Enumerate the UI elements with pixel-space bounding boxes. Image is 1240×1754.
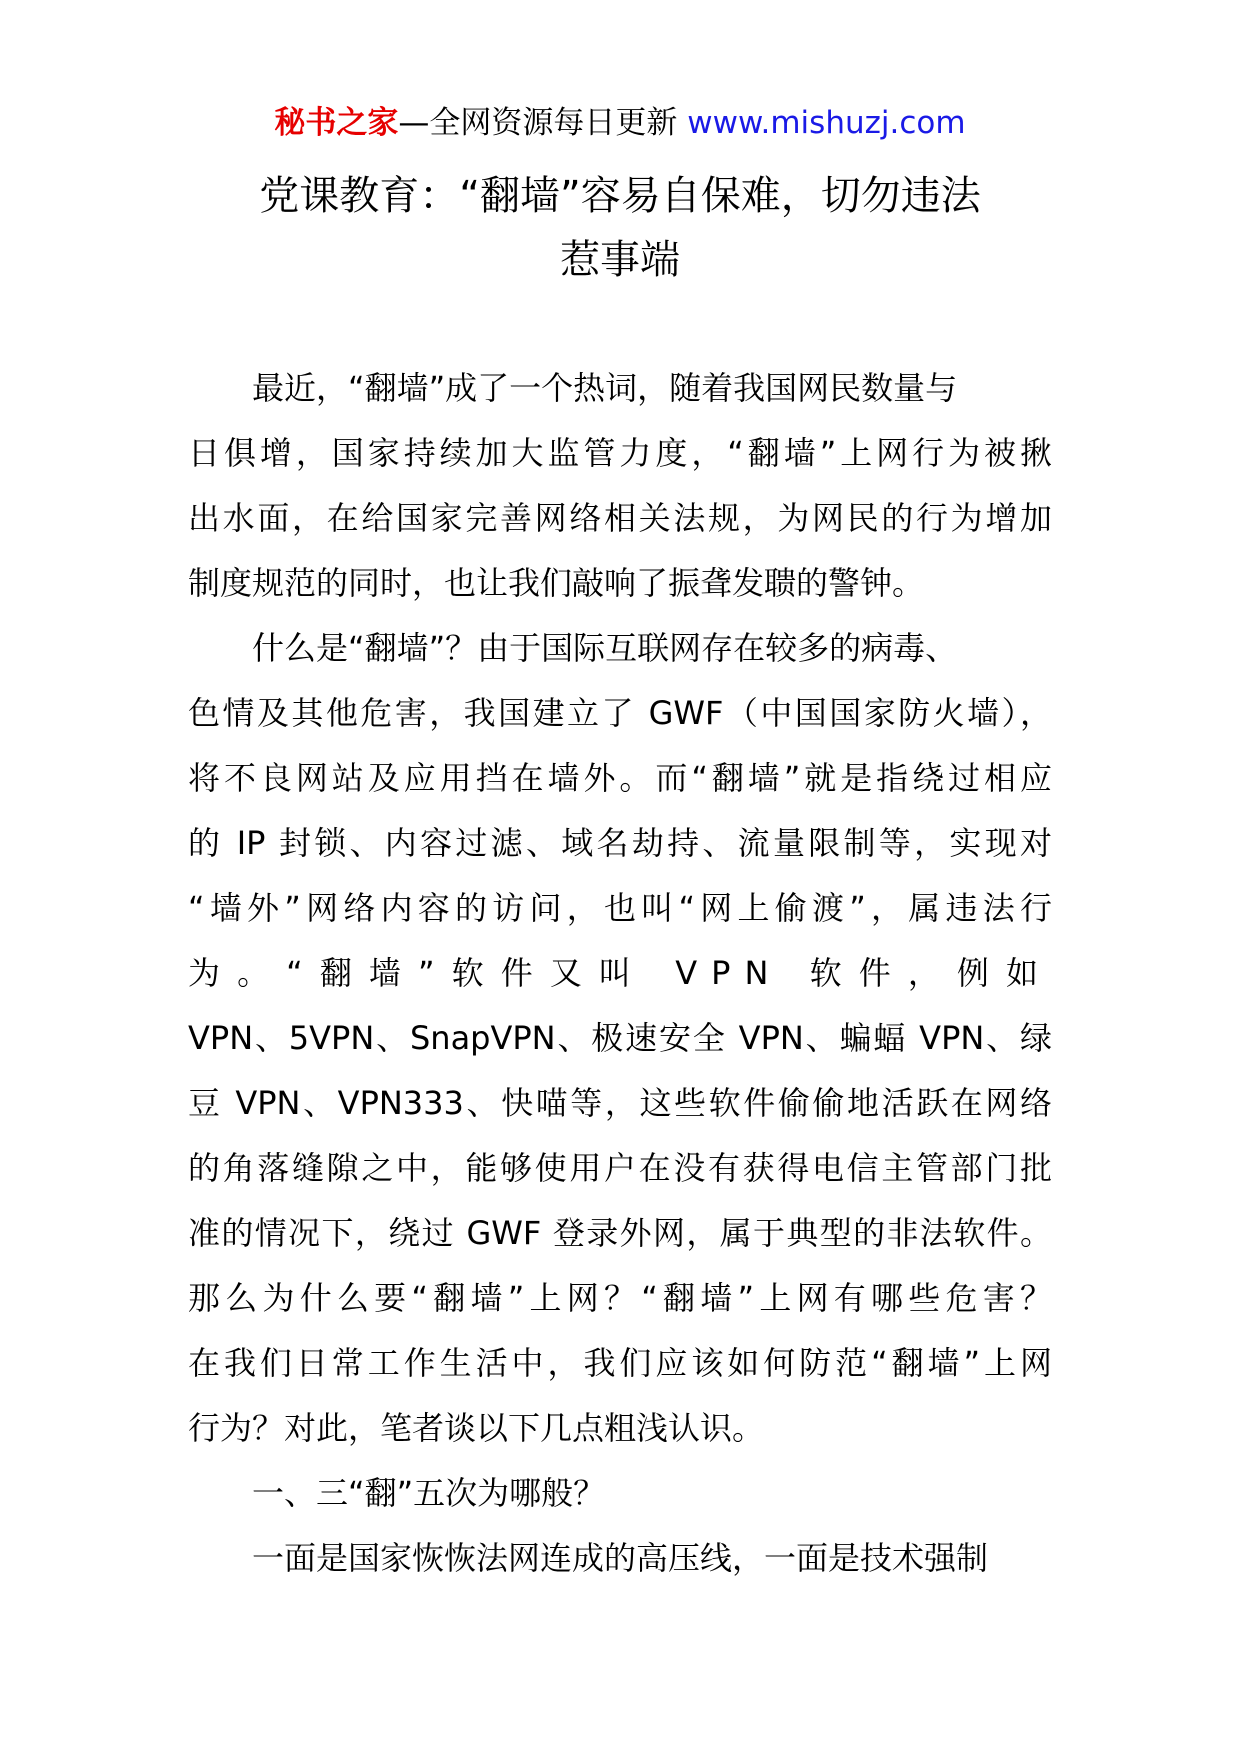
brand-name: 秘书之家	[274, 105, 399, 141]
title-line-1: 党课教育：“翻墙”容易自保难，切勿违法	[259, 173, 981, 219]
paragraph-1-line-4: 制度规范的同时，也让我们敲响了振聋发聩的警钟。	[188, 564, 925, 602]
paragraph-3-line-1: 一面是国家恢恢法网连成的高压线，一面是技术强制	[252, 1539, 989, 1577]
paragraph-2-line-9: 的角落缝隙之中，能够使用户在没有获得电信主管部门批	[188, 1149, 1052, 1187]
site-header	[0, 103, 1240, 143]
section-heading-1: 一、三“翻”五次为哪般？	[252, 1474, 606, 1512]
paragraph-2-line-1: 什么是“翻墙”？由于国际互联网存在较多的病毒、	[252, 629, 958, 667]
header-tagline: —全网资源每日更新	[398, 105, 678, 141]
paragraph-2-line-4: 的 IP 封锁、内容过滤、域名劫持、流量限制等，实现对	[188, 824, 1052, 862]
site-url-link[interactable]: www.mishuzj.com	[687, 105, 966, 141]
paragraph-2-line-11: 那么为什么要“翻墙”上网？“翻墙”上网有哪些危害？	[188, 1279, 1052, 1317]
paragraph-2-line-2: 色情及其他危害，我国建立了 GWF（中国国家防火墙），	[188, 694, 1052, 732]
paragraph-2-line-3: 将不良网站及应用挡在墙外。而“翻墙”就是指绕过相应	[188, 759, 1052, 797]
paragraph-2-line-6: 为。“翻墙”软件又叫 VPN 软件，例如	[188, 954, 1052, 992]
document-title	[0, 164, 1240, 292]
paragraph-2-line-8: 豆 VPN、VPN333、快喵等，这些软件偷偷地活跃在网络	[188, 1084, 1052, 1122]
title-line-2: 惹事端	[560, 237, 680, 283]
paragraph-1-line-2: 日俱增，国家持续加大监管力度，“翻墙”上网行为被揪	[188, 434, 1052, 472]
document-body	[188, 356, 1052, 1591]
paragraph-2-line-12: 在我们日常工作生活中，我们应该如何防范“翻墙”上网	[188, 1344, 1052, 1382]
paragraph-1-line-3: 出水面，在给国家完善网络相关法规，为网民的行为增加	[188, 499, 1052, 537]
paragraph-2-line-10: 准的情况下，绕过 GWF 登录外网，属于典型的非法软件。	[188, 1214, 1052, 1252]
paragraph-2-line-5: “墙外”网络内容的访问，也叫“网上偷渡”，属违法行	[188, 889, 1052, 927]
paragraph-2-line-13: 行为？对此，笔者谈以下几点粗浅认识。	[188, 1409, 765, 1447]
paragraph-2-line-7: VPN、5VPN、SnapVPN、极速安全 VPN、蝙蝠 VPN、绿	[188, 1019, 1052, 1057]
paragraph-1-line-1: 最近，“翻墙”成了一个热词，随着我国网民数量与	[252, 369, 958, 407]
